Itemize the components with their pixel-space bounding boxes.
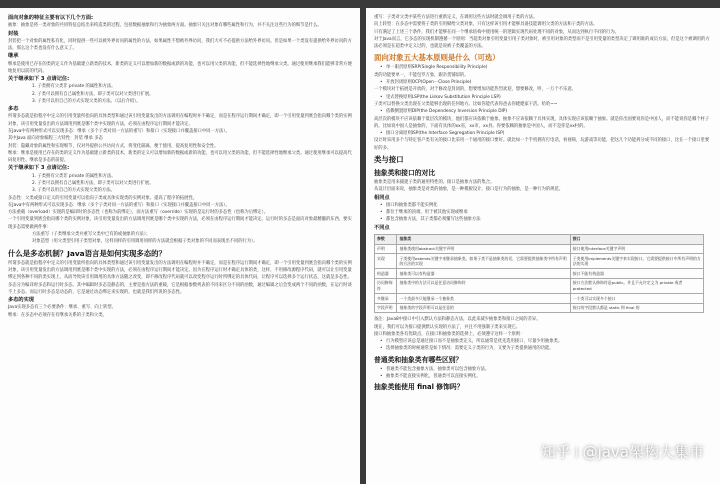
list-item: 3. 子类可以用自己的方式实现父类的方法。（以后介绍）。 [32,98,141,104]
paragraph: 一个模块对于拓展是开放的，对于修改是封闭的，想要增加功能热烈欢迎，想要修改，哼，一万个不乐意。 [374,87,576,93]
bullet-item: • 选择抽象类的时候通常是如下情况：需要定义子类的行为，又要为子类提供通用的功能。 [374,345,712,352]
bullet-item: • 里式替换原则LSP(the Liskov Substitution Principle LSP) [374,94,712,101]
table-cell: 多继承 [375,294,397,304]
section-heading: 面向对象五大基本原则是什么（可选） [374,53,500,63]
table-cell: 一个类最多只能继承一个抽象类 [397,294,570,304]
list-item: 2. 子类可以拥有自己属性和方法，即子类可以对父类进行扩展。 [32,180,154,186]
watermark-brand: 知乎 [540,443,571,461]
table-cell: 接口使用interface关键字声明 [570,244,703,254]
paragraph: 封装：隐藏对象的属性和实现细节，仅对外提供公共访问方式，将变化隔离，便于使用，提高复用性和安全性。 [8,143,219,149]
table-cell: 抽象类中的方法可以是任意访问修饰符 [397,278,570,293]
list-item: 2. 子类可以拥有自己属性和方法，即子类可以对父类进行扩展。 [32,91,154,97]
table-cell: 一个类可以实现多个接口 [570,294,703,304]
section-label: 关于继承如下 3 点请记住: [8,76,70,83]
paragraph: 向上转型：在多态中需要将子类的引用赋给父类对象，只有这样该引用才能够具备技能调用父类的方法和子类的方法。 [374,22,598,28]
table-row [375,244,704,254]
paragraph: 多态分为编译时多态和运行时多态。其中编辑时多态是静态的，主要是指方法的重载，它是根据参数列表的不同来区分不同的函数，通过编辑之后会变成两个不同的函数，在运行时谈不上多态。而运行时多态是动态的，它是通过动态绑定来实现的，也就是我们所说的多态性。 [8,282,352,295]
bullet-item: • 接口分离原则ISP(the Interface Segregation Principle ISP) [374,130,712,137]
table-cell: 抽象类使用abstract关键字声明 [397,244,570,254]
bullet-item: • 接口和抽象类都不能实例化 [374,202,712,209]
table-row [375,269,704,279]
paragraph: 方法重载（overload）实现的是编译时的多态性（也称为前绑定），而方法重写（override）实现的是运行时的多态性（也称为后绑定）。 [8,210,269,216]
table-cell: 字段声明 [375,303,397,313]
table-cell: 子类使用implements关键字来实现接口。它需要提供接口中所有声明的方法的实现 [570,254,703,269]
abstract-vs-interface-table [374,234,704,313]
paragraph: Java实现多态有三个必要条件：继承、重写、向上转型。 [8,305,116,311]
paragraph: 现在，我们可以为接口提供默认实现的方法了，并且不用强制子类来实现它。 [374,324,521,330]
paragraph: 从设计层面来说，抽象类是对类的抽象，是一种模板设计，接口是行为的抽象，是一种行为的规范。 [374,187,564,193]
table-cell: 构造器 [375,269,397,279]
paragraph: 在Java中有两种形式可以实现多态：继承（多个子类对同一方法的重写）和接口（实现接口并覆盖接口中同一方法）。 [8,128,230,134]
table-header-row [375,234,704,244]
subsection-heading: 抽象类能使用 final 修饰吗？ [374,383,464,392]
list-item: 方法重写（子类继承父类并重写父类中已有的或抽象的方法）； [32,232,151,238]
section-label: 不同点 [374,224,390,231]
paragraph: 类的功能要单一，不能包罗万象，跟杂货铺似的。 [374,72,469,78]
table-body [375,244,704,313]
subsection-heading: 普通类和抽象类有哪些区别？ [374,355,463,364]
table-header-cell: 接口 [570,234,703,244]
table-cell: 访问修饰符 [375,278,397,293]
table-row [375,294,704,304]
bullet-item: • 单一职责原则SRP(Single Responsibility Principle) [374,64,712,71]
table-header-cell: 抽象类 [397,234,570,244]
paragraph: 所谓多态就是指程序中定义的引用变量所指向的具体类型和通过该引用变量发出的方法调用在编程时并不确定，而是在程序运行期间才确定，即一个引用变量到底会指向哪个类的实例对象，该引用变量发出的方法调用到底是哪个类中实现的方法，必须在由程序运行期间才能决定。因为在程序运行时才确定具体的类，这样，不用修改源程序代码，就可以让引用变量绑定到各种不同的类实现上，从而导致该引用调用的具体方法随之改变，即不修改程序代码就可以改变程序运行时所绑定的具体代码，让程序可以选择多个运行状态，这就是多态性。 [8,260,352,281]
section-heading: 什么是多态机制？Java语言是如何实现多态的？ [8,248,166,258]
paragraph: 抽象类是用来捕捉子类的通用特性的。接口是抽象方法的集合。 [374,180,495,186]
section-label: 封装 [8,30,19,37]
bullet-item: • 开放封闭原则OCP(Open－Close Principle) [374,79,712,86]
paragraph: 一个引用变量到底会指向哪个类的实例对象，该引用变量发出的方法调用到底是哪个类中实现的方法，必须在由程序运行期间才能决定。运行时的多态是面向对象最精髓的东西，要实现多态需要做两件事： [8,217,352,230]
paragraph: 所谓多态就是指程序中定义的引用变量所指向的具体类型和通过该引用变量发出的方法调用在编程时并不确定，而是在程序运行期间才确定，即一个引用变量到底会指向哪个类的实例对象，该引用变量发出的方法调用到底是哪个类中实现的方法，必须在由程序运行期间才能决定。 [8,114,352,127]
paragraph: 重写：子类对父类中某些方法进行重新定义，在调用这些方法时就会调用子类的方法。 [374,15,538,20]
paragraph: 继承：在多态中必须存在有继承关系的子类和父类。 [8,312,107,318]
paragraph: 子类可以替换父类出现在父类能够出现的任何地方。比如你能代表你爸去你姥姥家干活。哈哈~~ [374,101,558,107]
table-cell: 实现 [375,254,397,269]
paragraph: 接口和抽象类各有优缺点，在接口和抽象类的选择上，必须遵守这样一个原则： [374,331,525,337]
paragraph: 多态性：父类或接口定义的引用变量可以指向子类或具体实现类的实例对象。提高了程序的拓展性。 [8,195,198,201]
paragraph: 继承：继承是使用已存在的类的定义作为基础建立新类的技术，新类的定义可以增加新的数据或新的功能，也可以用父类的功能，但不能选择性地继承父类。通过使用继承可以提高代码复用性。继承是多态的前提。 [8,150,352,164]
table-cell: 声明 [375,244,397,254]
table-cell: 接口的字段默认都是 static 和 final 的 [570,303,703,313]
right-page [366,8,720,484]
watermark-handle: @java架构大集市 [582,443,704,461]
table-header-cell: 参数 [375,234,397,244]
table-cell: 接口方法默认修饰符是public。并且不允许定义为 private 或者 protected [570,278,703,293]
paragraph: 封装把一个对象的属性私有化，同时提供一些可以被外界访问的属性的方法，如果属性不想被外界访问，我们大可不必提供方法给外界访问。但是如果一个类没有提供给外界访问的方法，那么这个类也没有什么意义了。 [8,38,352,51]
paragraph: 设计时采用多个与特定客户类有关的接口比采用一个通用的接口要好。就比如一个手机拥有打电话，看视频，玩游戏等功能，把这几个功能拆分成不同的接口，比在一个接口里要好的多。 [374,138,710,151]
bullet-item: • 普通类不能包含抽象方法，抽象类可以包含抽象方法。 [374,366,712,373]
left-page [0,8,360,484]
right-page-bottom-text [374,316,712,393]
right-page-top-text [374,14,712,232]
subsection-heading: 抽象类和接口的对比 [374,169,436,178]
table-row [375,303,704,313]
paragraph: 对于Java而言，它多态的实现机制遵循一个原则：当超类对象引用变量引用子类对象时，被引用对象的类型而不是引用变量的类型决定了调用谁的成员方法，但是这个被调用的方法必须是在超类中定义过的，也就是说被子类覆盖的方法。 [374,36,710,50]
section-label: 继承 [8,53,19,60]
watermark-separator: | [574,445,579,458]
list-item: 1. 子类拥有父类非 private 的属性和方法。 [32,173,116,179]
paragraph: 其中Java 面向对象编程三大特性：封装 继承 多态 [8,136,103,142]
paragraph: 继承是使用已存在的类的定义作为基础建立新类的技术，新类的定义可以增加新的数据或新的功能，也可以用父类的功能，但不能选择性地继承父类。通过使用继承我们能够非常方便地复用以前的代码。 [8,61,352,74]
section-label: 多态的实现 [8,297,34,304]
list-item: 3. 子类可以用自己的方式实现父类的方法。 [32,188,115,194]
paragraph: 备注：Java8中接口中引入默认方法和静态方法，以此来减少抽象类和接口之间的差异。 [374,317,541,323]
section-label: 多态 [8,106,19,113]
bullet-item: • 抽象类不能直接实例化，普通类可以直接实例化。 [374,373,712,380]
paragraph: 抽象：抽象是将一类对象的共同特征总结出来构造类的过程，包括数据抽象和行为抽象两方面。抽象只关注对象有哪些属性和行为，并不关注这些行为的细节是什么。 [8,23,322,29]
paragraph: 只有满足了上述三个条件，我们才能够在同一个继承结构中使用统一的逻辑实现代码处理不同的对象，从而达到执行不同的行为。 [374,29,619,35]
section-label: 相同点 [374,194,390,201]
bullet-item: • 都包含抽象方法，其子类都必须覆写这些抽象方法 [374,216,712,223]
table-row [375,278,704,293]
paragraph: 在Java中有两种形式可以实现多态：继承（多个子类对同一方法的重写）和接口（实现接口并覆盖接口中同一方法）。 [8,202,230,208]
table-cell: 抽象类的字段声明可以是任意的 [397,303,570,313]
section-label: 关于继承如下 3 点请记住: [8,165,70,172]
list-item: 1. 子类拥有父类非 private 的属性和方法。 [32,84,116,90]
table-cell: 子类使用extends关键字来继承抽象类。如果子类不是抽象类的话，它需要提供抽象类中所有声明的方法的实现 [397,254,570,269]
bullet-item: • 依赖倒置原则DIP(the Dependency Inversion Principle DIP) [374,108,712,115]
watermark [541,441,704,462]
bullet-item: • 都位于继承的顶端，用于被其他实现或继承 [374,209,712,216]
table-cell: 接口不能有构造器 [570,269,703,279]
list-item: 对象造型（用父类型引用子类型对象，这样同样的引用调用同样的方法就会根据子类对象的不同而表现出不同的行为）。 [32,239,258,245]
table-row [375,254,704,269]
table-cell: 抽象类可以有构造器 [397,269,570,279]
paragraph: 高层次的模块不应该依赖于低层次的模块，他们都应该依赖于抽象。抽象不应该依赖于具体实现，具体实现应该依赖于抽象。就是你出国要说你是中国人，而不能说你是哪个村子的。比如说中国人是抽象的，下面有具体的xx省，xx市，xx县。你要依赖的抽象是中国人，而不是你是xx村的。 [374,116,710,129]
section-heading: 类与接口 [374,155,404,165]
section-label: 面向对象的特征主要有以下几个方面: [8,15,94,21]
bullet-item: • 行为模型应该总是通过接口而不是抽象类定义，所以通常是优先选用接口，尽量少用抽象类。 [374,338,712,345]
